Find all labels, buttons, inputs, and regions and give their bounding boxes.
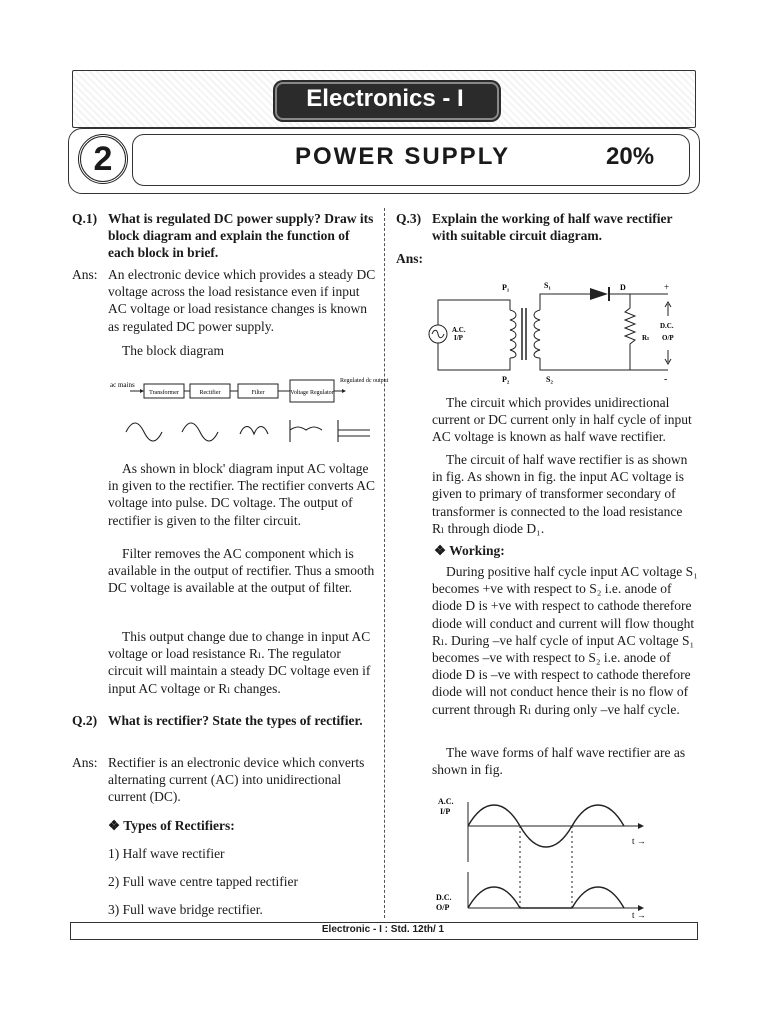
wave-output-label-2: O/P bbox=[436, 903, 450, 912]
q3-label: Q.3) bbox=[396, 211, 422, 226]
a3-paragraph-3: During positive half cycle input AC voltage S₁ becomes +ve with respect to S₂ i.e. anode of diode D is +ve with respect to cathode therefore diode will conduct and current will flow thought Rₗ. During –ve half cycle of input AC voltage S₁ becomes –ve with respect to S₂ i.e. anode of diode D is –ve with respect to cathode therefore diode will not conduct hence their is no flow of current through Rₗ during only –ve half cycle. bbox=[432, 564, 698, 717]
type-item: 1) Half wave rectifier bbox=[108, 846, 225, 861]
wave-input-label-2: I/P bbox=[440, 807, 451, 816]
working-heading: ❖ Working: bbox=[434, 543, 505, 558]
circuit-p2: P₂ bbox=[502, 375, 510, 384]
a2-label: Ans: bbox=[72, 755, 98, 770]
primary-coil bbox=[510, 310, 516, 358]
circuit-s1: S₁ bbox=[544, 281, 551, 290]
waveform-ac-transformed bbox=[182, 423, 218, 441]
half-wave-circuit bbox=[422, 276, 692, 388]
circuit-diode-label: D bbox=[620, 283, 626, 292]
types-heading: ❖ Types of Rectifiers: bbox=[108, 818, 235, 833]
type-item: 3) Full wave bridge rectifier. bbox=[108, 902, 263, 917]
half-wave-waveforms bbox=[426, 792, 696, 920]
circuit-input-label-2: I/P bbox=[454, 334, 463, 342]
wave-output-curve bbox=[468, 887, 624, 908]
chapter-title: POWER SUPPLY bbox=[295, 143, 511, 170]
a3-label: Ans: bbox=[396, 251, 424, 266]
circuit-p1: P₁ bbox=[502, 283, 510, 292]
a1-paragraph-4: This output change due to change in input AC voltage or load resistance Rₗ. The regulator circuit will maintain a steady DC voltage even if input AC voltage or Rₗ changes. bbox=[108, 629, 371, 696]
a2-paragraph-1: Rectifier is an electronic device which converts alternating current (AC) into unidirectional current (DC). bbox=[108, 755, 365, 805]
secondary-coil bbox=[534, 310, 540, 358]
a1-paragraph-2: As shown in block' diagram input AC voltage in given to the rectifier. The rectifier converts AC voltage into pulse. DC voltage. The output of rectifier is given to the filter circuit. bbox=[108, 461, 376, 528]
q1-text: What is regulated DC power supply? Draw its block diagram and explain the function of each block in brief. bbox=[108, 211, 374, 260]
circuit-minus: - bbox=[664, 374, 668, 385]
block-voltage-regulator: Voltage Regulator bbox=[290, 390, 334, 396]
circuit-s2: S₂ bbox=[546, 375, 553, 384]
block-diagram bbox=[108, 374, 389, 450]
waveform-pulsating bbox=[240, 427, 268, 435]
footer-text: Electronic - I : Std. 12th/ 1 bbox=[321, 924, 445, 935]
circuit-output-label-2: O/P bbox=[662, 334, 674, 342]
a1-label: Ans: bbox=[72, 267, 98, 282]
diode-symbol bbox=[590, 288, 608, 300]
a3-paragraph-4: The wave forms of half wave rectifier are as shown in fig. bbox=[432, 745, 686, 778]
wave-input-label-1: A.C. bbox=[438, 797, 454, 806]
subject-title: Electronics - I bbox=[306, 85, 464, 112]
wave-t-top: t → bbox=[632, 836, 646, 846]
a1-block-caption: The block diagram bbox=[122, 343, 224, 358]
block-input-label: ac mains bbox=[110, 381, 135, 389]
column-divider bbox=[384, 208, 385, 918]
block-output-label: Regulated dc output bbox=[340, 378, 389, 384]
q2-label: Q.2) bbox=[72, 713, 98, 728]
a3-paragraph-2: The circuit of half wave rectifier is as shown in fig. As shown in fig. the input AC voltage is given to primary of transformer secondary of transformer is connected to the load resistance Rₗ through diode D₁. bbox=[432, 452, 688, 536]
load-resistor bbox=[625, 294, 635, 370]
wave-t-bottom: t → bbox=[632, 910, 646, 920]
type-item: 2) Full wave centre tapped rectifier bbox=[108, 874, 299, 889]
chapter-number: 2 bbox=[78, 134, 128, 184]
q2-text: What is rectifier? State the types of rectifier. bbox=[108, 713, 363, 728]
a3-paragraph-1: The circuit which provides unidirectional current or DC current only in half cycle of input AC voltage is known as half wave rectifier. bbox=[432, 395, 692, 445]
circuit-load-label: Rₗ bbox=[642, 334, 650, 342]
circuit-input-label-1: A.C. bbox=[452, 326, 466, 334]
q1-label: Q.1) bbox=[72, 211, 98, 226]
wave-output-label-1: D.C. bbox=[436, 893, 452, 902]
a1-paragraph-1: An electronic device which provides a steady DC voltage across the load resistance even if input AC voltage or load resistance changes is known as regulated DC power supply. bbox=[108, 267, 376, 334]
q3-text: Explain the working of half wave rectifier with suitable circuit diagram. bbox=[432, 211, 673, 243]
circuit-plus: + bbox=[664, 282, 670, 292]
chapter-weightage: 20% bbox=[606, 143, 655, 170]
waveform-filtered bbox=[290, 420, 322, 442]
block-filter: Filter bbox=[251, 390, 265, 396]
waveform-ac bbox=[126, 423, 162, 441]
waveform-regulated bbox=[338, 420, 370, 442]
block-transformer: Transformer bbox=[149, 390, 179, 396]
block-rectifier: Rectifier bbox=[199, 390, 221, 396]
a1-paragraph-3: Filter removes the AC component which is available in the output of rectifier. Thus a smooth DC voltage is available at the output of filter. bbox=[108, 546, 375, 596]
circuit-output-label-1: D.C. bbox=[660, 322, 674, 330]
